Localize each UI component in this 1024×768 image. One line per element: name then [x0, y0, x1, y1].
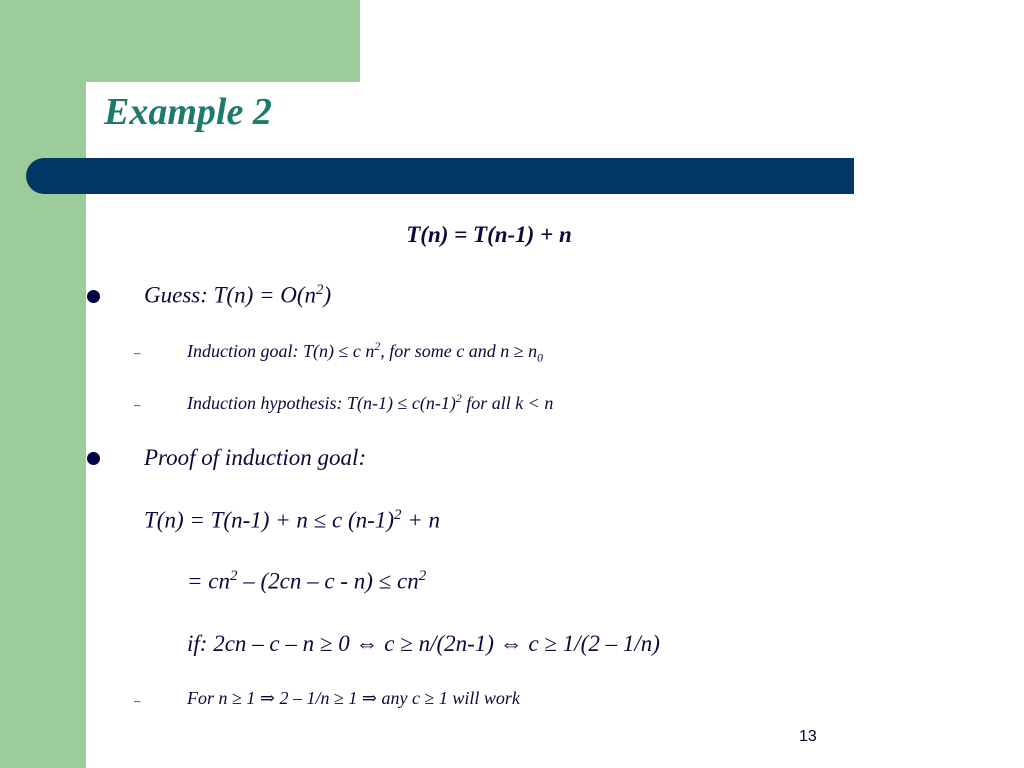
guess-text: [144, 282, 331, 309]
text-segment: c: [522, 631, 545, 656]
text-segment: 2 – 1/n: [274, 688, 334, 708]
text-segment: + n: [401, 507, 440, 533]
iff-arrow-icon: ⇔: [355, 631, 379, 656]
subscript: 0: [537, 351, 543, 365]
leq-symbol: ≤: [313, 507, 327, 533]
text-segment: Induction hypothesis: T(n-1): [187, 393, 398, 413]
proof-line-2: [187, 568, 426, 595]
dash-marker: –: [134, 345, 141, 360]
text-segment: n/(2n-1): [412, 631, 500, 656]
text-segment: 1 will work: [434, 688, 520, 708]
text-segment: = cn: [187, 568, 230, 594]
implies-arrow-icon: ⇒: [361, 688, 377, 708]
text-segment: c(n-1): [407, 393, 456, 413]
exponent: 2: [229, 568, 238, 584]
geq-symbol: ≥: [544, 631, 558, 656]
geq-symbol: ≥: [513, 341, 524, 361]
exponent: 2: [374, 340, 381, 353]
exponent: 2: [393, 507, 402, 523]
text-segment: n: [523, 341, 538, 361]
title-underline-bar: [26, 158, 854, 194]
leq-symbol: ≤: [378, 568, 392, 594]
text-segment: , for some c and n: [380, 341, 514, 361]
geq-symbol: ≥: [232, 688, 242, 708]
guess-close: ): [323, 282, 332, 308]
text-segment: 1: [343, 688, 362, 708]
induction-goal: [187, 340, 543, 365]
green-side-strip: [0, 0, 86, 768]
text-segment: – (2cn – c - n): [237, 568, 379, 594]
text-segment: any c: [376, 688, 425, 708]
guess-main: Guess: T(n) = O(n: [144, 282, 317, 308]
dash-marker: –: [134, 693, 141, 708]
proof-line-1: [144, 507, 440, 534]
guess-exponent: 2: [316, 282, 324, 298]
geq-symbol: ≥: [334, 688, 344, 708]
text-segment: Induction goal: T(n): [187, 341, 339, 361]
exponent: 2: [418, 568, 427, 584]
proof-heading: Proof of induction goal:: [144, 445, 367, 470]
induction-hypothesis: [187, 392, 553, 414]
leq-symbol: ≤: [397, 393, 408, 413]
iff-arrow-icon: ⇔: [499, 631, 523, 656]
text-segment: for all k < n: [461, 393, 554, 413]
geq-symbol: ≥: [400, 631, 413, 656]
page-number: 13: [799, 728, 817, 745]
conclusion-line: [187, 688, 520, 709]
proof-line-3: [187, 631, 660, 657]
implies-arrow-icon: ⇒: [259, 688, 275, 708]
text-segment: T(n) = T(n-1) + n: [144, 507, 314, 533]
exponent: 2: [455, 392, 462, 405]
text-segment: For n: [187, 688, 232, 708]
text-segment: cn: [391, 568, 419, 594]
text-segment: c: [378, 631, 401, 656]
text-segment: c n: [348, 341, 375, 361]
text-segment: 1/(2 – 1/n): [557, 631, 660, 656]
geq-symbol: ≥: [424, 688, 435, 708]
geq-symbol: ≥: [319, 631, 333, 656]
text-segment: if: 2cn – c – n: [187, 631, 320, 656]
leq-symbol: ≤: [338, 341, 349, 361]
bullet-dot: [87, 452, 100, 465]
text-segment: c (n-1): [326, 507, 394, 533]
dash-marker: –: [134, 397, 141, 412]
text-segment: 0: [332, 631, 356, 656]
text-segment: 1: [241, 688, 260, 708]
recurrence-equation: T(n) = T(n-1) + n: [406, 222, 572, 247]
slide-title: Example 2: [104, 91, 272, 133]
bullet-dot: [87, 290, 100, 303]
